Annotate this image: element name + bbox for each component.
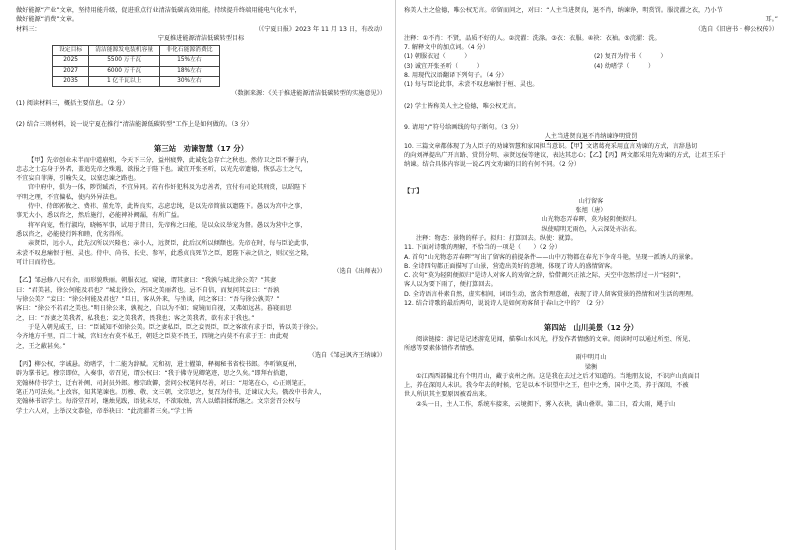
section-3-heading: 第三站 劝谏智慧（17 分）: [153, 144, 249, 154]
question-11-option: B. 全诗四句都正面描写了山景，营造出美好的意境，体现了诗人的盛情留客。: [404, 262, 617, 270]
question-10-line: 的向刘禅提出广开言路、赏罚分明、亲贤远佞等建议，表达其忠心；【乙】【丙】两文都采用先劝谏的方式，让君王乐于: [404, 151, 726, 159]
passage-bing-source: （选自《旧唐书 · 柳公权传》）: [694, 25, 778, 33]
passage-yi-line: 曰：“君美甚，徐公何能及君也？”城北徐公，齐国之美丽者也。忌不自信，而复问其妾曰：“吾孰: [16, 286, 280, 294]
passage-bing-line: 笔正乃可法矣。”上改容，知其笔谏也。历穆、敬、文三朝，文宗思之，复召为侍书，迁谏议大夫。俄改中书舍人，: [16, 388, 326, 396]
right-column: [404, 6, 778, 409]
question-9: 9. 请用“/”符号给画线的句子断句。（3 分）: [404, 123, 523, 131]
question-10-line: 10. 三篇文章都体现了为人臣子的劝谏智慧和家国担当意识。【甲】文诸葛亮采用直言劝谏的方式，言辞恳切: [404, 142, 698, 150]
question-7-item: (4) 幼嗜学（ ）: [594, 62, 655, 70]
essay-title: 雨中明月山: [575, 354, 607, 362]
table-cell: 1 亿千瓦以上: [89, 77, 160, 87]
material3-title: 宁夏推进能源清洁低碳转型目标: [157, 34, 245, 42]
essay-line: ①江西西部偏北有个明月山，藏于袁州之南。这是我在去过之后才知道的。当地朋友说，不识庐山真面目: [416, 372, 700, 380]
passage-bing-line: 辟为掌书记。穆宗即位，入奏事，帝召见，谓公权曰：“我于佛寺见卿笔迹，思之久矣。”即拜右拾遗，: [16, 370, 292, 378]
passage-bing-line: 学士六人对，上举汉文恭俭，帝举袂曰：“此浣濯者三矣。”学士皆: [16, 407, 193, 415]
left-column: [16, 6, 386, 416]
question-10-line: 纳谏。结合具体内容说一说乙丙文劝谏的目的有何不同。（2 分）: [404, 161, 581, 169]
material3-label: 材料三：: [16, 25, 41, 33]
question-7-item: (3) 诚宜开张圣听（ ）: [404, 62, 483, 70]
table-cell: 6000 万千瓦: [89, 66, 160, 76]
poem-title: 山行留客: [578, 197, 604, 205]
question-11-option: 客人以为要下雨了，便打算回去。: [404, 281, 497, 289]
passage-jia-line: 宫中府中，俱为一体，陟罚臧否，不宜异同。若有作奸犯科及为忠善者，宜付有司论其刑赏，以昭陛下: [28, 184, 307, 192]
question-7-item: (2) 复召为侍书（ ）: [594, 53, 667, 61]
essay-line: 世人所识其主要原因被看出来。: [404, 391, 491, 399]
table-source: （数据来源：《关于推进能源清洁低碳转型的实施意见》）: [231, 90, 386, 98]
passage-jia-line: 忠志之士忘身于外者，盖追先帝之殊遇，欲报之于陛下也。诚宜开张圣听，以光先帝遗德，恢弘志士之气，: [16, 165, 307, 173]
passage-bing-line: 【丙】柳公权，字诚悬。幼嗜学，十二能为辞赋。元和初，进士擢第，释褐秘书省校书郎。李听镇夏州，: [16, 361, 301, 369]
passage-yi-line: 之，曰：“吾妻之美我者，私我也；妾之美我者，畏我也；客之美我者，欲有求于我也。”: [16, 314, 255, 322]
table-cell: 2025: [53, 56, 89, 66]
passage-yi-line: 客曰：“徐公不若君之美也。”明日徐公来，孰视之，自以为不如；窥镜而自视，又弗如远甚。暮寝而思: [16, 305, 292, 313]
passage-bing-line: 充翰林侍书学士，迁右补阙、司封员外郎。穆宗政僻，尝问公权笔何尽善，对曰：“用笔在心，心正则笔正，: [16, 379, 311, 387]
passage-yi-line: 【乙】邹忌修八尺有余，而形貌昳丽。朝服衣冠，窥镜，谓其妻曰：“我孰与城北徐公美？”其妻: [16, 277, 277, 285]
passage-jia-line: 不宜妄自菲薄，引喻失义，以塞忠谏之路也。: [16, 175, 140, 183]
question-7: 7. 解释文中的加点词。（4 分）: [404, 44, 489, 52]
passage-jia-line: 将军向宠，性行淑均，晓畅军事，试用于昔日，先帝称之曰能，是以众议举宠为督。愚以为营中之事，: [28, 221, 307, 229]
column-divider: [395, 0, 396, 550]
passage-jia-line: 【甲】先帝创业未半而中道崩殂，今天下三分，益州疲弊，此诚危急存亡之秋也。然侍卫之臣不懈于内，: [28, 156, 313, 164]
passage-yi-source: （选自《邹忌讽齐王纳谏》）: [308, 351, 386, 359]
passage-jia-line: 未尝不叹息痛恨于桓、灵也。侍中、尚书、长史、参军，此悉贞良死节之臣，愿陛下亲之信之，则汉室之隆，: [16, 249, 313, 257]
passage-yi-line: 今齐地方千里，百二十城，宫妇左右莫不私王，朝廷之臣莫不畏王，四境之内莫不有求于王：由此观: [16, 333, 289, 341]
question-9-sentence: [404, 132, 778, 141]
question-8: 8. 用现代汉语翻译下列句子。（4 分）: [404, 72, 508, 80]
passage-yi-line: 于是入朝见威王，曰：“臣诚知不如徐公美。臣之妻私臣，臣之妾畏臣，臣之客欲有求于臣，皆以美于徐公。: [28, 323, 323, 331]
passage-jia-line: 亲贤臣，远小人，此先汉所以兴隆也；亲小人，远贤臣，此后汉所以倾颓也。先帝在时，每与臣论此事，: [28, 240, 313, 248]
table-header: 非化石能源消费比: [160, 46, 219, 56]
passage-notes: 注释：①不肖：不贤，品质不好的人。②浣濯：洗涤。③衣：衣服。④袂：衣袖。⑤浣濯：洗。: [404, 34, 661, 42]
passage-jia-line: 悉以咨之，必能使行阵和睦，优劣得所。: [16, 230, 128, 238]
question-8-1: (1) 每与臣论此事，未尝不叹息痛恨于桓、灵也。: [404, 81, 539, 89]
intro-line-1: 做好能源“产业”文章，坚持用能升级，促进重点行业清洁低碳高效用能，持续提升终端用能电气化水平，: [16, 7, 301, 14]
table-row: [53, 56, 220, 66]
question-7-item: (1) 朝服衣冠（ ）: [404, 53, 471, 61]
section-4-heading: 第四站 山川美景（12 分）: [543, 323, 639, 333]
passage-yi-line: 之，王之蔽甚矣。”: [16, 342, 66, 350]
question-7-row: [404, 62, 778, 71]
essay-author: 梁衡: [584, 363, 598, 371]
table-cell: 30%左右: [160, 77, 219, 87]
intro-source: （《宁夏日报》2023 年 11 月 13 日，有改动）: [254, 25, 386, 33]
passage-bing-cont: 耳。”: [765, 16, 778, 24]
question-11-option: A. 首句“山光物态弄春晖”写出了留客的前提条件——山中万物都在春光下争奇斗艳，呈现一派诱人的景象。: [404, 253, 697, 261]
passage-jia-line: 侍中、侍郎郭攸之、费祎、董允等，此皆良实，志虑忠纯，是以先帝简拔以遗陛下。愚以为宫中之事，: [28, 203, 307, 211]
passage-jia-line: 可计日而待也。: [16, 258, 60, 266]
section-4-intro: 阅读链接：游记是记述游览见闻，描摹山水风光，抒发作者情感的文章。阅读时可以通过所至、所见、: [416, 335, 695, 343]
table-header: 设定目标: [53, 46, 89, 56]
table-cell: 18%左右: [160, 66, 219, 76]
table-header-row: [53, 46, 220, 56]
passage-bing-cont: 称美人主之俭德，唯公权无言。帝留而问之，对曰：“人主当进贤良，退不肖，纳谏诤，明赏罚。服浣濯之衣，乃小节: [404, 7, 723, 14]
table-header: 清洁能源发电装机容量: [89, 46, 160, 56]
poem-line: 纵使晴明无雨色，入云深处亦沾衣。: [541, 225, 641, 233]
material3-header: [16, 25, 386, 34]
passage-ding-label: 【丁】: [404, 188, 423, 196]
passage-yi-line: 与徐公美？”妾曰：“徐公何能及君也？”旦日，客从外来，与坐谈，问之客曰：“吾与徐公孰美？”: [16, 296, 280, 304]
poem-line: 山光物态弄春晖，莫为轻阴便拟归。: [541, 216, 641, 224]
underlined-sentence: 人主当进贤良退不肖纳谏诤明赏罚: [544, 133, 638, 141]
question-8-2: (2) 学士皆称美人主之俭德，唯公权无言。: [404, 102, 520, 110]
question-7-row: [404, 52, 778, 61]
passage-jia-line: 事无大小，悉以咨之，然后施行，必能裨补阙漏，有所广益。: [16, 212, 184, 220]
table-cell: 15%左右: [160, 56, 219, 66]
passage-bing-line: 充翰林书诏学士。每浴堂召对，继烛见跋，语犹未尽，不欲取烛，宫人以蜡泪揉纸继之。文宗尝召公权与: [16, 398, 301, 406]
passage-jia-source: （选自《出师表》）: [333, 268, 386, 276]
target-table: [52, 45, 220, 87]
poem-author: 张旭（唐）: [575, 207, 607, 215]
question-2: (2) 结合三则材料，说一说宁夏在推行“清洁能源低碳转型”工作上是如何做的。（3 分）: [16, 120, 253, 128]
question-11: 11. 下面对诗歌的理解，不恰当的一项是（ ）（2 分）: [404, 244, 561, 252]
question-11-option: C. 次句“莫为轻阴便拟归”是诗人对客人的劝留之辞，恰借调兴正浓之际，天空中忽然浮过一片“轻阴”，: [404, 272, 685, 280]
essay-line: 上，养在深闺人未识。我今年去的时候，它是以本不识望中之王，但中之秀，国中之美，养于深闺，不被: [404, 382, 689, 390]
table-row: [53, 66, 220, 76]
intro-line-2: 做好能源“消费”文章。: [16, 16, 79, 24]
table-cell: 2027: [53, 66, 89, 76]
table-row: [53, 77, 220, 87]
question-11-option: D. 全诗语言朴素自然，虚实相间，词语生动，富含哲理意蕴，表现了诗人留客赏景的热情和对生活的理理。: [404, 290, 698, 298]
poem-note: 注释：物态：景物的样子。拟归：打算回去。纵使：就算。: [416, 234, 577, 242]
question-1: (1) 阅读材料三，概括主要信息。（2 分）: [16, 99, 129, 107]
essay-line: ②头一日，主人工作，系统车接来，云境拥下，雾入衣袂，满山叠翠。第二日，看大雨，飓于山: [416, 400, 676, 408]
table-cell: 2035: [53, 77, 89, 87]
section-4-intro: 所感等要素体情作者情感。: [404, 344, 479, 352]
passage-jia-line: 平明之理，不宜偏私，使内外异法也。: [16, 193, 122, 201]
question-12: 12. 结合诗歌的最后两句，说说诗人是如何劝客留于春山之中的？（2 分）: [404, 300, 608, 308]
table-cell: 5500 万千瓦: [89, 56, 160, 66]
